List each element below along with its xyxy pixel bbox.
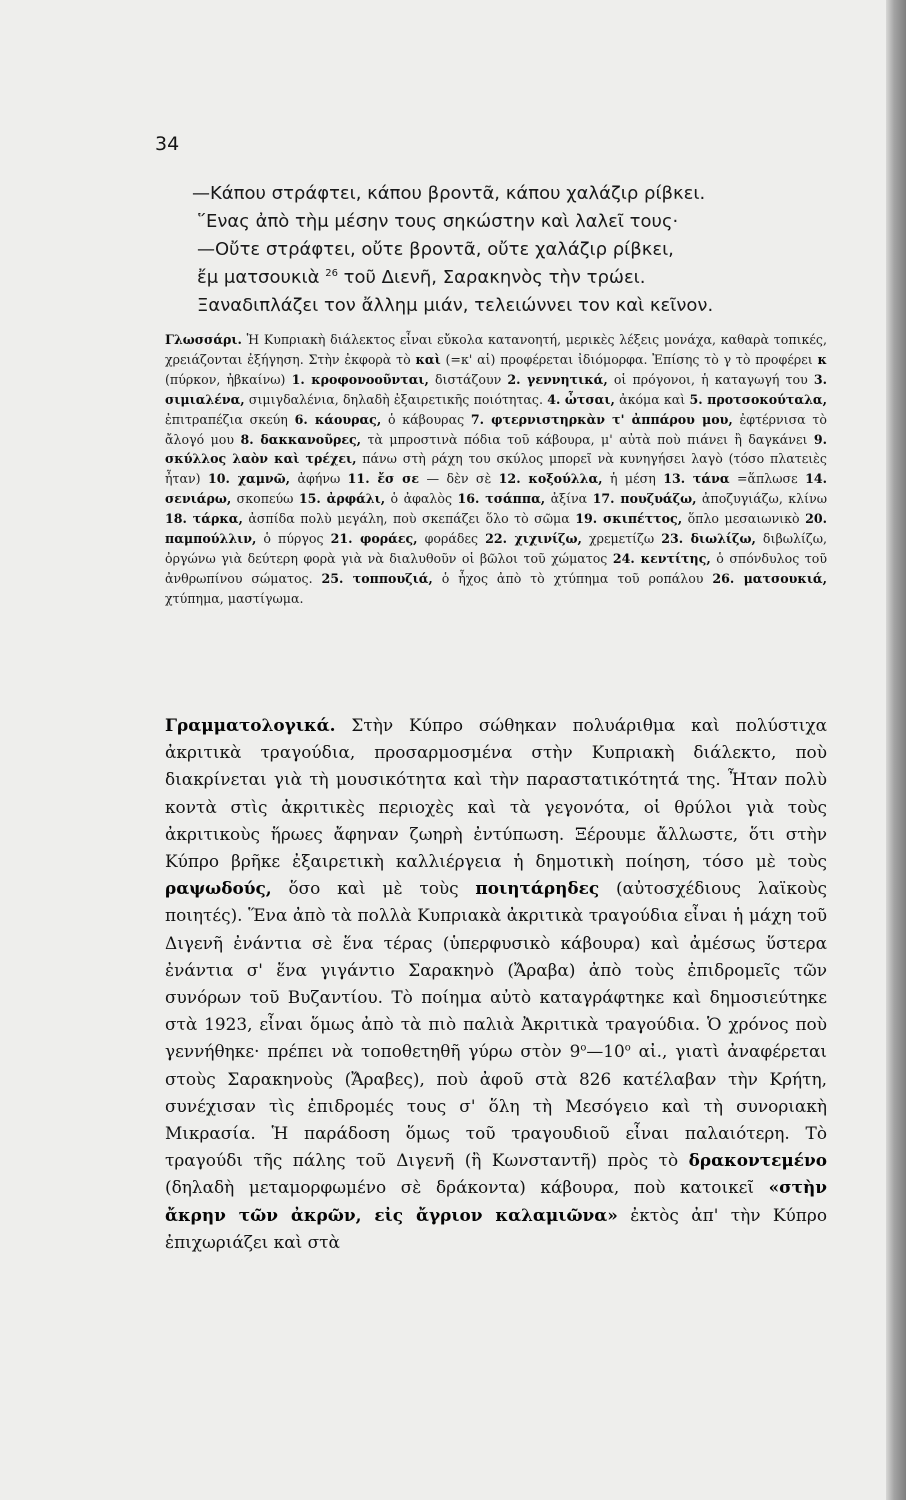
glossary-entry: [288, 412, 464, 427]
glossary-term: 2. γεννητικά,: [507, 371, 608, 387]
glossary-term: 13. τάνα: [663, 471, 730, 487]
glossary-definition: ἀξίνα: [545, 491, 588, 507]
glossary-definition: χρεμετίζω: [581, 531, 655, 547]
glossary-term: 8. δακκανοῦρες,: [240, 431, 362, 447]
glossary-term: 15. ἀρφάλι,: [298, 491, 386, 507]
glossary-term: 7. φτερνιστηρκὰν τ' ἀππάρου μου,: [470, 411, 733, 427]
glossary-entry: [165, 511, 570, 526]
glossary-entry: [324, 531, 479, 546]
glossary-definition: ἐφτέρνισα τὸ ἄλογό μου: [165, 411, 827, 447]
glossary-entry: [452, 491, 587, 506]
glossary-definition: ὁ ἀφαλὸς: [385, 491, 453, 507]
glossary-definition: τὰ μπροστινὰ πόδια τοῦ κάβουρα, μ' αὐτὰ ποὺ πιάνει ἢ δαγκάνει: [361, 431, 808, 447]
literary-notes: Γραμματολογικά. Στὴν Κύπρο σώθηκαν πολυάριθμα καὶ πολύστιχα ἀκριτικὰ τραγούδια, προσαρμοσμένα στὴν Κυπριακὴ διάλεκτο, ποὺ διακρίνεται γιὰ τὴ μουσικότητα καὶ τὴν παραστατικότητά της. Ἦταν πολὺ κοντὰ στὶς ἀκριτικὲς περιοχὲς καὶ τὰ γεγονότα, οἱ θρύλοι γιὰ τοὺς ἀκριτικοὺς ἥρωες ἄφηναν ζωηρὴ ἐντύπωση. Ξέρουμε ἄλλωστε, ὅτι στὴν Κύπρο βρῆκε ἐξαιρετικὴ καλλιέργεια ἡ δημοτικὴ ποίηση, τόσο μὲ τοὺς ραψωδούς, ὅσο καὶ μὲ τοὺς ποιητάρηδες (αὐτοσχέδιους λαϊκοὺς ποιητές). Ἕνα ἀπὸ τὰ πολλὰ Κυπριακὰ ἀκριτικὰ τραγούδια εἶναι ἡ μάχη τοῦ Διγενῆ ἐνάντια σὲ ἕνα τέρας (ὑπερφυσικὸ κάβουρα) καὶ ἀμέσως ὕστερα ἐνάντια σ' ἕνα γιγάντιο Σαρακηνὸ (Ἄραβα) ἀπὸ τοὺς ἐπιδρομεῖς τῶν συνόρων τοῦ Βυζαντίου. Τὸ ποίημα αὐτὸ καταγράφτηκε καὶ δημοσιεύτηκε στὰ 1923, εἶναι ὅμως ἀπὸ τὰ πιὸ παλιὰ Ἀκριτικὰ τραγούδια. Ὁ χρόνος ποὺ γεννήθηκε· πρέπει νὰ τοποθετηθῆ γύρω στὸν $9^o—10^o$ αἰ., γιατὶ ἀναφέρεται στοὺς Σαρακηνοὺς (Ἄραβες), ποὺ ἀφοῦ στὰ 826 κατέλαβαν τὴν Κρήτη, συνέχισαν τὶς ἐπιδρομές τους σ' ὅλη τὴ Μεσόγειο καὶ τὴ συνοριακὴ Μικρασία. Ἡ παράδοση ὅμως τοῦ τραγουδιοῦ εἶναι παλαιότερη. Τὸ τραγούδι τῆς πάλης τοῦ Διγενῆ (ἢ Κωνσταντῆ) πρὸς τὸ δρακοντεμένο (δηλαδὴ μεταμορφωμένο σὲ δράκοντα) κάβουρα, ποὺ κατοικεῖ «στὴν ἄκρην τῶν ἀκρῶν, εἰς ἄγριον καλαμιῶνα» ἐκτὸς ἀπ' τὴν Κύπρο ἐπιχωριάζει καὶ στὰ: [165, 715, 827, 1252]
glossary-entry: [234, 432, 807, 447]
glossary: Γλωσσάρι. Ἡ Κυπριακὴ διάλεκτος εἶναι εὔκολα κατανοητή, μερικὲς λέξεις μονάχα, καθαρὰ τοπικές, χρειάζονται ἐξήγηση. Στὴν ἐκφορὰ τὸ καὶ (=κ' αἱ) προφέρεται ἰδιόμορφα. Ἐπίσης τὸ γ τὸ προφέρει κ (πύρκον, ἠβκαίνω) 1. κροφονοοῦνται, διστάζουν 2. γεννητικά, οἱ πρόγονοι, ἡ καταγωγή του 3. σιμιαλένα, σιμιγδαλένια, δηλαδὴ ἐξαιρετικῆς ποιότητας. 4. ὦτσαι, ἀκόμα καὶ 5. προτσοκούταλα, ἐπιτραπέζια σκεύη 6. κάουρας, ὁ κάβουρας 7. φτερνιστηρκὰν τ' ἀππάρου μου, ἐφτέρνισα τὸ ἄλογό μου 8. δακκανοῦρες, τὰ μπροστινὰ πόδια τοῦ κάβουρα, μ' αὐτὰ ποὺ πιάνει ἢ δαγκάνει 9. σκύλλος λαὸν καὶ τρέχει, πάνω στὴ ράχη του σκύλος μπορεῖ νὰ κυνηγήσει λαγὸ (τόσο πλατειὲς ἦταν) 10. χαμνῶ, ἀφήνω 11. ἔσ σε — δὲν σὲ 12. κοξούλλα, ἡ μέση 13. τάνα =ἅπλωσε 14. σενιάρω, σκοπεύω 15. ἀρφάλι, ὁ ἀφαλὸς 16. τσάππα, ἀξίνα 17. πουζυάζω, ἀποζυγιάζω, κλίνω 18. τάρκα, ἀσπίδα πολὺ μεγάλη, ποὺ σκεπάζει ὅλο τὸ σῶμα 19. σκιπέττος, ὅπλο μεσαιωνικὸ 20. παμπούλλιν, ὁ πύργος 21. φοράες, φοράδες 22. χιχινίζω, χρεμετίζω 23. διωλίζω, διβωλίζω, ὀργώνω γιὰ δεύτερη φορὰ γιὰ νὰ διαλυθοῦν οἱ βῶλοι τοῦ χώματος 24. κεντίτης, ὁ σπόνδυλος τοῦ ἀνθρωπίνου σώματος. 25. τοππουζιά, ὁ ἦχος ἀπὸ τὸ χτύπημα τοῦ ροπάλου 26. ματσουκιά, χτύπημα, μαστίγωμα.: [165, 332, 828, 606]
glossary-term: 10. χαμνῶ,: [208, 471, 291, 487]
glossary-term: 1. κροφονοοῦνται,: [291, 371, 429, 387]
glossary-entry: [570, 511, 800, 526]
glossary-term: 20. παμπούλλιν,: [165, 511, 827, 547]
glossary-term: 26. ματσουκιά,: [712, 570, 827, 586]
glossary-entry: [491, 471, 656, 486]
glossary-entry: [340, 471, 491, 486]
glossary-definition: φοράδες: [417, 531, 479, 547]
glossary-term: 25. τοππουζιά,: [321, 570, 433, 586]
glossary-term: 16. τσάππα,: [457, 491, 546, 507]
poem-line: —Οὔτε στράφτει, οὔτε βροντᾶ, οὔτε χαλάζιρ ρίβκει,: [197, 239, 674, 260]
glossary-definition: ὁ σπόνδυλος τοῦ ἀνθρωπίνου σώματος.: [165, 550, 827, 586]
glossary-definition: ἀκόμα καὶ: [614, 391, 686, 407]
glossary-entry: [501, 372, 807, 387]
poem-line: ῞Ενας ἀπὸ τὴμ μέσην τους σηκώστην καὶ λαλεῖ τους·: [197, 211, 679, 232]
glossary-definition: ἀποζυγιάζω, κλίνω: [696, 491, 827, 507]
glossary-definition: χτύπημα, μαστίγωμα.: [165, 590, 304, 606]
glossary-entry: [478, 531, 654, 546]
glossary-definition: διβωλίζω, ὀργώνω γιὰ δεύτερη φορὰ γιὰ νὰ διαλυθοῦν οἱ βῶλοι τοῦ χώματος: [165, 531, 828, 566]
poem-line: ἔμ ματσουκιὰ $^{26}$ τοῦ Διενῆ, Σαρακηνὸς τὴν τρώει.: [197, 267, 646, 288]
glossary-definition: σκοπεύω: [231, 491, 294, 507]
glossary-definition: πάνω στὴ ράχη του σκύλος μπορεῖ νὰ κυνηγήσει λαγὸ (τόσο πλατειὲς ἦταν): [165, 451, 827, 487]
glossary-term: 6. κάουρας,: [294, 411, 382, 427]
glossary-definition: ὅπλο μεσαιωνικὸ: [682, 511, 800, 527]
poem-excerpt: [192, 180, 832, 320]
glossary-term: 18. τάρκα,: [165, 511, 243, 527]
glossary-definition: ἡ μέση: [602, 471, 656, 487]
glossary-definition: ἀσπίδα πολὺ μεγάλη, ποὺ σκεπάζει ὅλο τὸ σῶμα: [242, 511, 570, 527]
glossary-term: 12. κοξούλλα,: [498, 471, 603, 487]
glossary-entry: [285, 372, 501, 387]
glossary-term: 9. σκύλλος λαὸν καὶ τρέχει,: [165, 431, 827, 467]
poem-line: —Κάπου στράφτει, κάπου βροντᾶ, κάπου χαλάζιρ ρίβκει.: [192, 183, 706, 204]
glossary-definition: ἐπιτραπέζια σκεύη: [165, 411, 288, 427]
glossary-definition: ἀφήνω: [290, 471, 341, 487]
glossary-definition: οἱ πρόγονοι, ἡ καταγωγή του: [607, 371, 808, 387]
glossary-definition: διστάζουν: [428, 371, 502, 387]
glossary-term: 19. σκιπέττος,: [575, 511, 683, 527]
glossary-term: 22. χιχινίζω,: [485, 531, 582, 547]
glossary-term: 17. πουζυάζω,: [592, 491, 697, 507]
footnote-ref: 26: [325, 268, 338, 279]
glossary-definition: ὁ ἦχος ἀπὸ τὸ χτύπημα τοῦ ροπάλου: [432, 570, 704, 586]
glossary-term: 4. ὦτσαι,: [547, 391, 615, 407]
page-number: 34: [155, 133, 180, 155]
glossary-entry: [543, 392, 685, 407]
glossary-entry: [656, 471, 798, 486]
glossary-term: 5. προτσοκούταλα,: [689, 391, 827, 407]
glossary-entry: [201, 471, 341, 486]
glossary-entry: [587, 491, 827, 506]
glossary-definition: =ἅπλωσε: [729, 471, 798, 487]
section-heading: Γραμματολογικά.: [165, 715, 336, 735]
glossary-term: 21. φοράες,: [330, 531, 418, 547]
glossary-label: Γλωσσάρι.: [165, 332, 242, 347]
page-edge: [886, 0, 906, 1500]
glossary-definition: — δὲν σὲ: [419, 471, 492, 487]
glossary-entry: [313, 571, 704, 586]
glossary-term: 23. διωλίζω,: [661, 531, 756, 547]
glossary-entry: [293, 491, 452, 506]
poem-line: Ξαναδιπλάζει τον ἄλλημ μιάν, τελειώννει τον καὶ κεῖνον.: [197, 295, 714, 316]
glossary-term: 11. ἔσ σε: [347, 471, 420, 487]
glossary-term: 3. σιμιαλένα,: [165, 371, 828, 407]
glossary-definition: ὁ πύργος: [256, 531, 324, 547]
glossary-term: 24. κεντίτης,: [612, 550, 711, 566]
glossary-term: 14. σενιάρω,: [165, 471, 827, 507]
glossary-definition: ὁ κάβουρας: [381, 411, 465, 427]
glossary-definition: σιμιγδαλένια, δηλαδὴ ἐξαιρετικῆς ποιότητας.: [244, 391, 543, 407]
